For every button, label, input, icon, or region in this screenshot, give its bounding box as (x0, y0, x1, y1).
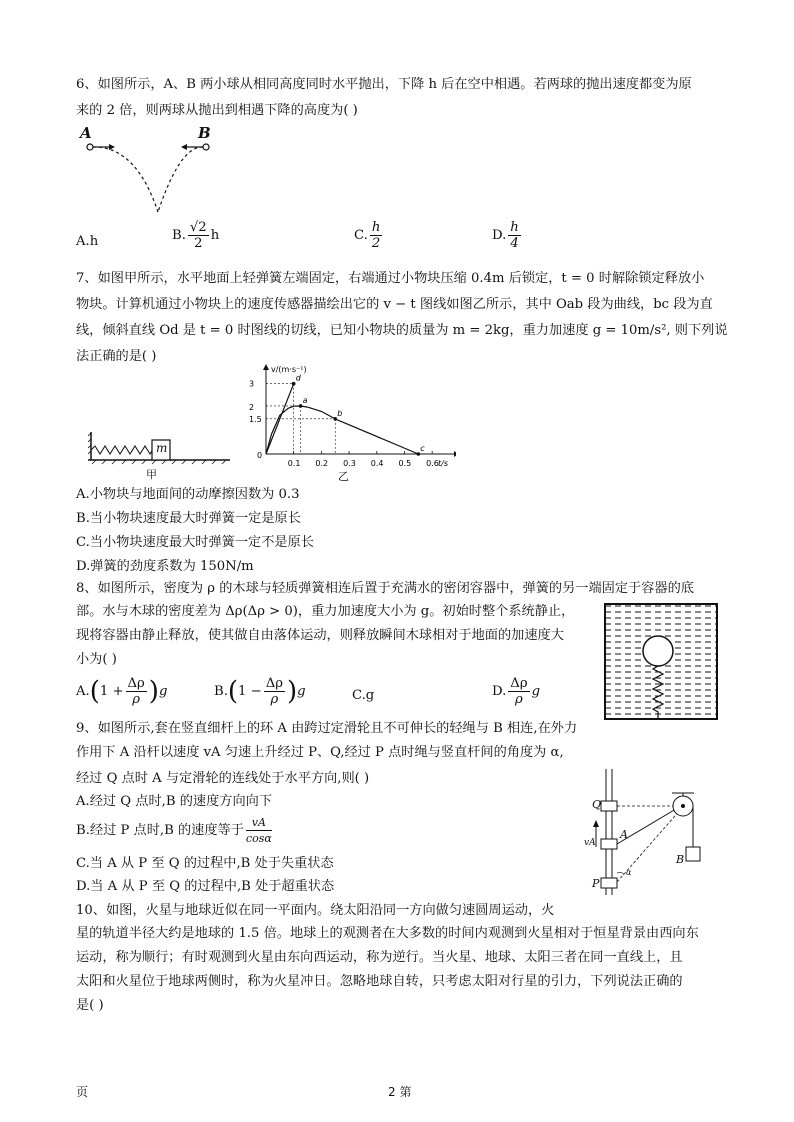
q7-stem-line3: 线，倾斜直线 Od 是 t = 0 时图线的切线，已知小物块的质量为 m = 2kg，重力加速度 g = 10m/s², 则下列说 (76, 323, 728, 338)
q8-stem-line2: 部。水与木球的密度差为 Δρ(Δρ > 0)，重力加速度大小为 g。初始时整个系统静止， (76, 604, 575, 619)
q9-label-va: vA (584, 838, 596, 848)
x-tick-label: 0.3 (343, 459, 356, 468)
q7-option-a: A.小物块与地面间的动摩擦因数为 0.3 (76, 487, 300, 502)
q9-stem-line3: 经过 Q 点时 A 与定滑轮的连线处于水平方向,则( ) (76, 771, 370, 786)
q9-stem-line1: 9、如图所示,套在竖直细杆上的环 A 由跨过定滑轮且不可伸长的轻绳与 B 相连,在外力 (76, 721, 578, 736)
q9-option-d: D.当 A 从 P 至 Q 的过程中,B 处于超重状态 (76, 879, 335, 894)
q9-label-a: A (620, 828, 628, 841)
footer-page-number: 2 第 (388, 1085, 412, 1099)
y-axis-arrow (263, 364, 269, 370)
q8-option-c: C.g (352, 688, 375, 703)
footer-left: 页 (76, 1085, 89, 1099)
q6-option-c: C. $\frac{h}{2}$ (354, 220, 381, 251)
x-tick-label: 0.4 (370, 459, 384, 468)
q7-stem-line4: 法正确的是( ) (76, 349, 157, 364)
q8-option-a: A.(1 + $\frac{\Delta\rho}{\rho}$ )g (76, 676, 168, 707)
q10-stem-line4: 太阳和火星位于地球两侧时，称为火星冲日。忽略地球自转，只考虑太阳对行星的引力，下列说法正确的 (76, 974, 683, 989)
y-axis-label: v/(m·s⁻¹) (271, 365, 307, 374)
q6-option-b: B. $\frac{√2}{2}$ h (172, 220, 220, 251)
q8-stem-line1: 8、如图所示，密度为 ρ 的木球与轻质弹簧相连后置于充满水的密闭容器中，弹簧的另一端固定于容器的底 (76, 581, 694, 596)
point-label-a: a (302, 395, 308, 405)
q9-option-a: A.经过 Q 点时,B 的速度方向向下 (76, 794, 273, 809)
q8-option-b: B.(1 − $\frac{\Delta\rho}{\rho}$ )g (214, 676, 306, 707)
q10-stem-line3: 运动，称为顺行；有时观测到火星由东向西运动，称为逆行。当火星、地球、太阳三者在同一直线上，且 (76, 950, 683, 965)
point-label-b: b (337, 408, 343, 418)
q7-option-b: B.当小物块速度最大时弹簧一定是原长 (76, 511, 301, 526)
q10-stem-line5: 是( ) (76, 998, 104, 1013)
x-axis-arrow (454, 451, 456, 457)
q10-stem-line1: 10、如图，火星与地球近似在同一平面内。绕太阳沿同一方向做匀速圆周运动，火 (76, 903, 555, 918)
q6-stem-line2: 来的 2 倍，则两球从抛出到相遇下降的高度为( ) (76, 103, 358, 118)
q7-figure-jia-label: 甲 (146, 468, 157, 481)
q9-pulley-figure (582, 765, 717, 900)
q9-option-c: C.当 A 从 P 至 Q 的过程中,B 处于失重状态 (76, 856, 334, 871)
q6-stem-line1: 6、如图所示，A、B 两小球从相同高度同时水平抛出，下降 h 后在空中相遇。若两球的抛出速度都变为原 (76, 77, 692, 92)
q10-stem-line2: 星的轨道半径大约是地球的 1.5 倍。地球上的观测者在大多数的时间内观测到火星相对于恒星背景由西向东 (76, 926, 699, 941)
q7-block-label: m (156, 441, 168, 455)
q9-label-b: B (676, 853, 685, 866)
q7-option-c: C.当小物块速度最大时弹簧一定不是原长 (76, 535, 314, 550)
point-label-c: c (420, 444, 425, 453)
q9-label-q: Q (592, 798, 602, 811)
x-axis-label: t/s (438, 459, 448, 468)
y-tick-label: 3 (249, 379, 255, 389)
origin-label: 0 (257, 451, 263, 460)
x-tick-label: 0.6 (426, 459, 439, 468)
x-tick-label: 0.1 (287, 459, 301, 468)
q7-figure-yi-label: 乙 (338, 470, 349, 483)
q9-stem-line2: 作用下 A 沿杆以速度 vA 匀速上升经过 P、Q,经过 P 点时绳与竖直杆间的角度为 α, (76, 745, 564, 760)
series-bc (335, 419, 418, 454)
q9-option-b: B.经过 P 点时,B 的速度等于 $\frac{vA}{\cos\alpha}$ (76, 816, 272, 845)
q9-label-alpha: α (626, 868, 632, 877)
q8-stem-line4: 小为( ) (76, 652, 117, 667)
q7-option-d: D.弹簧的劲度系数为 150N/m (76, 559, 254, 574)
q9-label-p: P (592, 877, 600, 890)
q6-option-d: D. $\frac{h}{4}$ (492, 220, 519, 251)
q8-container-figure (604, 603, 718, 720)
x-tick-label: 0.2 (315, 459, 329, 468)
y-tick-label: 2 (249, 403, 255, 413)
q6-label-a: A (80, 124, 92, 142)
x-tick-label: 0.5 (398, 459, 412, 468)
q8-stem-line3: 现将容器由静止释放，使其做自由落体运动，则释放瞬间木球相对于地面的加速度大 (76, 628, 564, 643)
q7-vt-chart (246, 362, 456, 477)
q6-label-b: B (198, 124, 211, 142)
q7-stem-line2: 物块。计算机通过小物块上的速度传感器描绘出它的 v − t 图线如图乙所示，其中 Oab 段为曲线，bc 段为直 (76, 297, 713, 312)
y-tick-label: 1.5 (249, 414, 262, 424)
q7-stem-line1: 7、如图甲所示，水平地面上轻弹簧左端固定，右端通过小物块压缩 0.4m 后锁定，t = 0 时解除锁定释放小 (76, 271, 705, 286)
point-label-d: d (295, 373, 301, 383)
q6-option-a: A.h (76, 234, 99, 249)
q8-option-d: D. $\frac{\Delta\rho}{\rho}$ g (492, 676, 541, 707)
